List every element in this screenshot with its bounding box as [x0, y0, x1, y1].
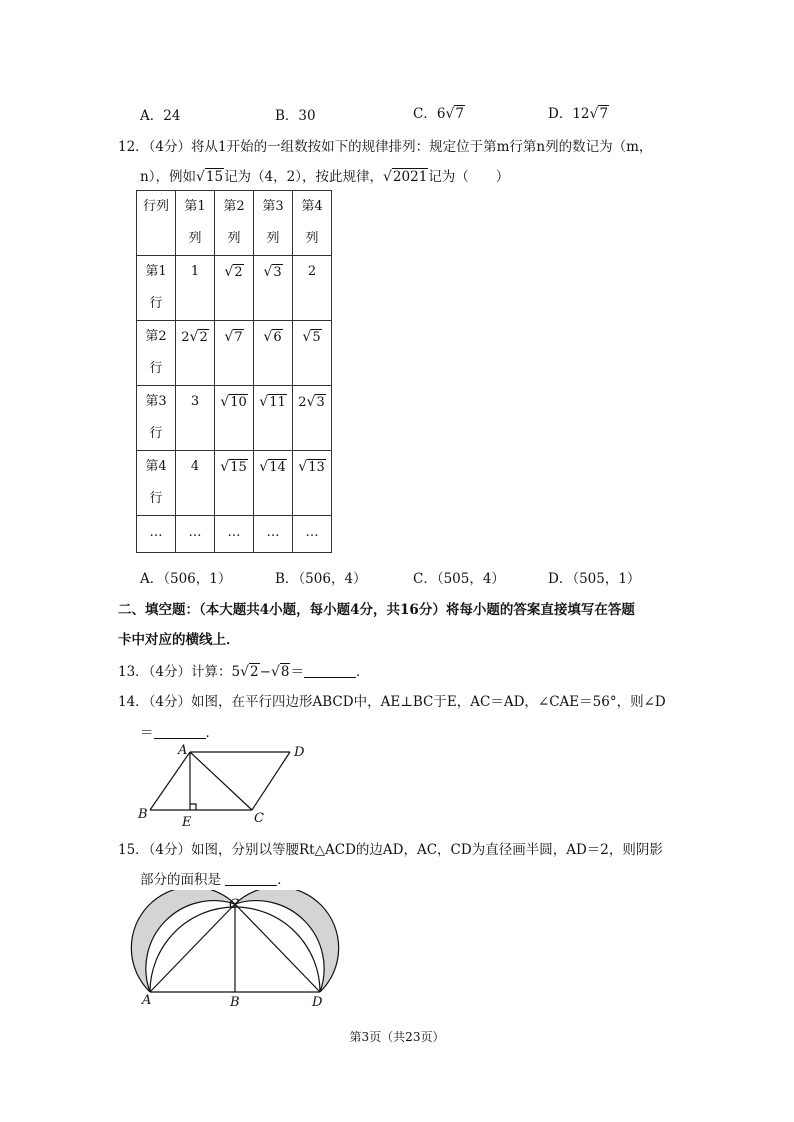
row-label-cell: [137, 386, 176, 451]
equals-sign: ＝: [290, 664, 304, 680]
table-cell: [176, 386, 215, 451]
radicand: 7: [234, 330, 243, 345]
cell-value: 4: [190, 459, 200, 474]
radicand: 11: [269, 395, 286, 410]
sqrt: √8: [270, 664, 290, 680]
label-d: D: [312, 995, 323, 1010]
radicand: 5: [312, 330, 321, 345]
right-angle-mark: [190, 804, 196, 810]
q12-text: 记为（4，2），按此规律，: [224, 169, 383, 185]
q14-line1: 14．（4分）如图，在平行四边形ABCD中，AE⊥BC于E，AC＝AD，∠CAE＝56°，则∠D: [118, 694, 666, 710]
minus-sign: −: [259, 664, 271, 680]
row-label: 第4行: [145, 459, 167, 506]
period: ．: [277, 872, 291, 888]
shaded-lune-right: [235, 890, 339, 992]
q11-option-a: [140, 104, 180, 124]
header-cell: [176, 191, 215, 256]
option-letter: B．: [275, 108, 299, 124]
q12-option-d: D．（505，1）: [548, 571, 641, 587]
radicand: 10: [230, 395, 247, 410]
header-text: 第1列: [184, 199, 206, 246]
table-cell: [215, 321, 254, 386]
ellipsis-cell: …: [293, 516, 332, 553]
radicand: 7: [455, 106, 464, 122]
header-text: 行列: [142, 199, 169, 214]
header-cell: [293, 191, 332, 256]
q12-option-b: B．（506，4）: [275, 571, 367, 587]
label-a: A: [142, 993, 152, 1008]
q12-text: n），例如: [140, 169, 196, 185]
section-heading-cont: 卡中对应的横线上．: [118, 632, 240, 648]
label-e: E: [182, 815, 192, 830]
table-cell: [254, 451, 293, 516]
cell-value: 3: [190, 394, 200, 409]
ellipsis-cell: …: [254, 516, 293, 553]
sqrt: √6: [263, 329, 282, 345]
label-c: C: [229, 897, 239, 912]
radicand: 3: [316, 395, 325, 410]
sqrt: √7: [224, 329, 243, 345]
radicand: 7: [599, 106, 609, 122]
table-ellipsis-row: [137, 516, 332, 553]
radicand: 8: [280, 664, 290, 680]
table-cell: [215, 451, 254, 516]
q13: [118, 660, 369, 680]
radicand: 2021: [392, 169, 428, 185]
table-cell: [293, 321, 332, 386]
q12-line1: 12．（4分）将从1开始的一组数按如下的规律排列：规定位于第m行第n列的数记为（m，: [118, 139, 653, 155]
sqrt: √5: [302, 329, 321, 345]
ellipsis-cell: …: [137, 516, 176, 553]
label-c: C: [254, 811, 264, 826]
q15-line1: 15．（4分）如图，分别以等腰Rt△ACD的边AD，AC，CD为直径画半圆，AD＝2，则阴影: [118, 842, 663, 858]
row-label-cell: [137, 451, 176, 516]
radicand: 2: [234, 265, 243, 280]
equals-sign: ＝: [140, 725, 154, 741]
q12-option-a: A．（506，1）: [140, 571, 232, 587]
header-cell: [254, 191, 293, 256]
header-text: 第4列: [301, 199, 323, 246]
number-table: [136, 190, 332, 553]
row-label: 第2行: [145, 329, 167, 376]
option-letter: D．: [548, 106, 573, 122]
option-text: 30: [298, 108, 316, 124]
sqrt: √3: [263, 264, 282, 280]
sqrt: √15: [195, 169, 224, 185]
coef: 2: [298, 395, 307, 410]
table-cell: [254, 386, 293, 451]
table-row: [137, 321, 332, 386]
sqrt: √2: [189, 329, 208, 345]
row-label: 第3行: [145, 394, 167, 441]
row-label-cell: [137, 256, 176, 321]
option-text: 24: [163, 108, 181, 124]
page-footer: 第3页（共23页）: [349, 1030, 445, 1044]
label-d: D: [294, 745, 305, 760]
q11-option-b: [275, 104, 316, 124]
table-cell: [254, 321, 293, 386]
radicand: 2: [250, 664, 259, 680]
row-label-cell: [137, 321, 176, 386]
diagonal-ac: [190, 752, 252, 810]
radicand: 13: [308, 460, 325, 475]
table-header-row: [137, 191, 332, 256]
radicand: 6: [273, 330, 282, 345]
answer-blank: [304, 663, 356, 678]
cell-value: 2: [307, 264, 317, 279]
table-cell: [293, 451, 332, 516]
coef: 5: [231, 664, 241, 680]
ellipsis-cell: …: [215, 516, 254, 553]
answer-blank: [225, 871, 277, 886]
table-cell: [254, 256, 293, 321]
q13-prefix: 13．（4分）计算：: [118, 664, 232, 680]
header-text: 第2列: [223, 199, 245, 246]
edge-ab: [150, 752, 190, 810]
period: ．: [205, 725, 219, 741]
table-row: [137, 451, 332, 516]
coef: 2: [181, 330, 190, 345]
table-cell: [176, 321, 215, 386]
section-heading: 二、填空题：（本大题共4小题，每小题4分，共16分）将每小题的答案直接填写在答题: [118, 602, 635, 618]
sqrt: √14: [259, 459, 286, 475]
q11-option-d: [548, 102, 609, 122]
sqrt: √10: [220, 394, 247, 410]
sqrt: √11: [259, 394, 286, 410]
q15-line2: [140, 868, 291, 888]
table-cell: [293, 256, 332, 321]
table-cell: [215, 256, 254, 321]
ellipsis-cell: …: [176, 516, 215, 553]
label-b: B: [138, 807, 148, 822]
radicand: 2: [199, 330, 208, 345]
radicand: 3: [273, 265, 282, 280]
sqrt: √13: [298, 459, 325, 475]
sqrt: √2: [224, 264, 243, 280]
parallelogram-figure: [130, 738, 330, 830]
sqrt: √3: [306, 394, 325, 410]
shaded-lune-left: [131, 890, 235, 992]
header-cell: [137, 191, 176, 256]
option-letter: C．: [413, 106, 437, 122]
sqrt: √7: [445, 106, 464, 122]
answer-blank: [154, 724, 206, 739]
radicand: 15: [205, 169, 224, 185]
table-cell: [293, 386, 332, 451]
header-text: 第3列: [262, 199, 284, 246]
q12-text: 记为（ ）: [428, 169, 510, 185]
q12-option-c: C．（505，4）: [413, 571, 505, 587]
sqrt: √2021: [383, 169, 428, 185]
sqrt: √15: [220, 459, 247, 475]
header-cell: [215, 191, 254, 256]
option-letter: A．: [140, 108, 164, 124]
radicand: 15: [230, 460, 247, 475]
row-label: 第1行: [145, 264, 167, 311]
table-row: [137, 256, 332, 321]
label-a: A: [178, 743, 188, 758]
q15-text: 部分的面积是: [140, 872, 221, 888]
cell-value: 1: [190, 264, 200, 279]
edge-dc: [252, 752, 290, 810]
table-cell: [176, 451, 215, 516]
option-coef: 6: [436, 106, 446, 122]
table-cell: [176, 256, 215, 321]
table-row: [137, 386, 332, 451]
option-coef: 12: [572, 106, 590, 122]
sqrt: √7: [589, 106, 609, 122]
semicircles-figure: [130, 890, 350, 1016]
q11-option-c: [413, 102, 465, 122]
sqrt: √2: [240, 664, 259, 680]
table-cell: [215, 386, 254, 451]
period: ．: [355, 664, 370, 680]
radicand: 14: [269, 460, 286, 475]
label-b: B: [230, 995, 240, 1010]
q12-line2: [140, 165, 509, 185]
